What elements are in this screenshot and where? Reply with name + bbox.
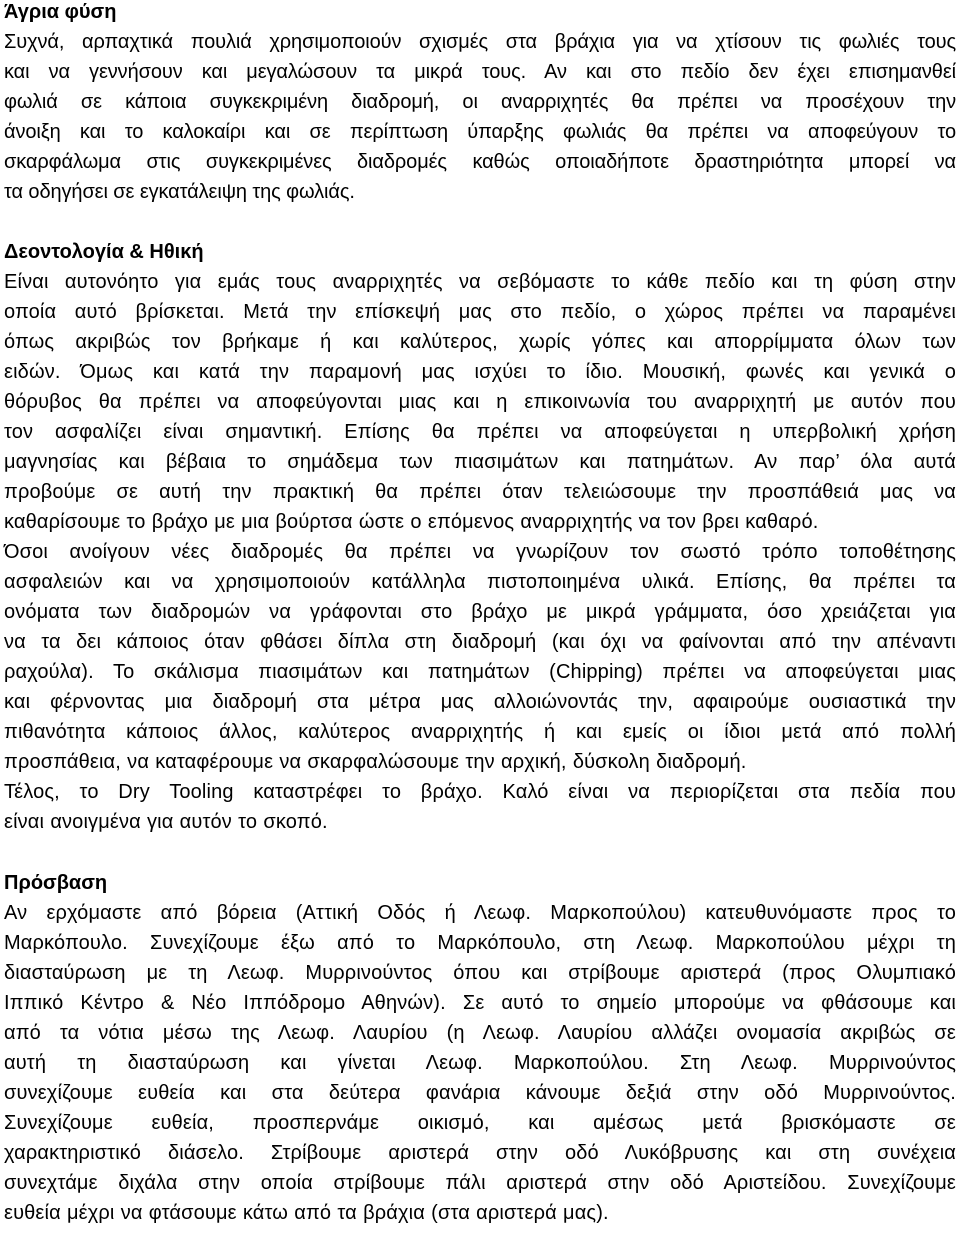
- text-line: άνοιξη και το καλοκαίρι και σε περίπτωση ύπαρξης φωλιάς θα πρέπει να αποφεύγουν το: [4, 121, 956, 143]
- text-line: και φέρνοντας μια διαδρομή στα μέτρα μας αλλοιώνοντάς την, αφαιρούμε ουσιαστικά την: [4, 691, 956, 713]
- text-line: από τα νότια μέσω της Λεωφ. Λαυρίου (η Λεωφ. Λαυρίου αλλάζει ονομασία ακριβώς σε: [4, 1022, 956, 1044]
- text-line: όπως ακριβώς τον βρήκαμε ή και καλύτερος, χωρίς γόπες και απορρίμματα όλων των: [4, 331, 956, 353]
- section-wildlife: [4, 0, 956, 207]
- section-spacer: [4, 207, 956, 237]
- text-line: σκαρφάλωμα στις συγκεκριμένες διαδρομές καθώς οποιαδήποτε δραστηριότητα μπορεί να: [4, 151, 956, 173]
- text-line: Μαρκόπουλο. Συνεχίζουμε έξω από το Μαρκόπουλο, στη Λεωφ. Μαρκοπούλου μέχρι τη: [4, 932, 956, 954]
- text-line: ειδών. Όμως και κατά την παραμονή μας ισχύει το ίδιο. Μουσική, φωνές και γενικά ο: [4, 361, 956, 383]
- text-line: Συχνά, αρπαχτικά πουλιά χρησιμοποιούν σχισμές στα βράχια για να χτίσουν τις φωλιές τους: [4, 31, 956, 53]
- text-line: τον ασφαλίζει είναι σημαντική. Επίσης θα πρέπει να αποφεύγεται η υπερβολική χρήση: [4, 421, 956, 443]
- text-line: καθαρίσουμε το βράχο με μια βούρτσα ώστε ο επόμενος αναρριχητής να τον βρει καθαρό.: [4, 511, 819, 533]
- text-line: προσπάθεια, να καταφέρουμε να σκαρφαλώσουμε την αρχική, δύσκολη διαδρομή.: [4, 751, 747, 773]
- text-line: Όσοι ανοίγουν νέες διαδρομές θα πρέπει να γνωρίζουν τον σωστό τρόπο τοποθέτησης: [4, 541, 956, 563]
- text-line: χαρακτηριστικό διάσελο. Στρίβουμε αριστερά στην οδό Λυκόβρυσης και στη συνέχεια: [4, 1142, 956, 1164]
- text-line: Ιππικό Κέντρο & Νέο Ιππόδρομο Αθηνών). Σε αυτό το σημείο μπορούμε να φθάσουμε και: [4, 992, 956, 1014]
- section-title-wildlife: Άγρια φύση: [4, 1, 117, 23]
- text-line: ευθεία μέχρι να φτάσουμε κάτω από τα βράχια (στα αριστερά μας).: [4, 1202, 609, 1224]
- text-line: Συνεχίζουμε ευθεία, προσπερνάμε οικισμό, και αμέσως μετά βρισκόμαστε σε: [4, 1112, 956, 1134]
- text-line: θόρυβος θα πρέπει να αποφεύγονται μιας και η επικοινωνία του αναρριχητή με αυτόν που: [4, 391, 956, 413]
- text-line: συνεχτάμε διχάλα στην οποία στρίβουμε πάλι αριστερά στην οδό Αριστείδου. Συνεχίζουμε: [4, 1172, 956, 1194]
- section-title-ethics: Δεοντολογία & Ηθική: [4, 241, 204, 263]
- section-body-access: [4, 898, 956, 1228]
- text-line: προβούμε σε αυτή την πρακτική θα πρέπει όταν τελειώσουμε την προσπάθειά μας να: [4, 481, 956, 503]
- text-line: Αν ερχόμαστε από βόρεια (Αττική Οδός ή Λεωφ. Μαρκοπούλου) κατευθυνόμαστε προς το: [4, 902, 956, 924]
- text-line: διασταύρωση με τη Λεωφ. Μυρρινούντος όπου και στρίβουμε αριστερά (προς Ολυμπιακό: [4, 962, 956, 984]
- text-line: τα οδηγήσει σε εγκατάλειψη της φωλιάς.: [4, 181, 355, 203]
- text-line: Είναι αυτονόητο για εμάς τους αναρριχητές να σεβόμαστε το κάθε πεδίο και τη φύση στην: [4, 271, 956, 293]
- text-line: πιθανότητα κάποιος άλλος, καλύτερος αναρριχητής ή και εμείς οι ίδιοι μετά από πολλή: [4, 721, 956, 743]
- section-access: [4, 868, 956, 1228]
- section-ethics: [4, 237, 956, 837]
- text-line: οποία αυτό βρίσκεται. Μετά την επίσκεψή μας στο πεδίο, ο χώρος πρέπει να παραμένει: [4, 301, 956, 323]
- section-body-wildlife: [4, 27, 956, 207]
- text-line: Τέλος, το Dry Tooling καταστρέφει το βράχο. Καλό είναι να περιορίζεται στα πεδία που: [4, 781, 956, 803]
- text-line: και να γεννήσουν και μεγαλώσουν τα μικρά τους. Αν και στο πεδίο δεν έχει επισημανθεί: [4, 61, 956, 83]
- text-line: ονόματα των διαδρομών να γράφονται στο βράχο με μικρά γράμματα, όσο χρειάζεται για: [4, 601, 956, 623]
- text-line: συνεχίζουμε ευθεία και στα δεύτερα φανάρια κάνουμε δεξιά στην οδό Μυρρινούντος.: [4, 1082, 956, 1104]
- text-line: να τα δει κάποιος όταν φθάσει δίπλα στη διαδρομή (και όχι να φαίνονται από την απέναντι: [4, 631, 956, 653]
- text-line: είναι ανοιγμένα για αυτόν το σκοπό.: [4, 811, 328, 833]
- section-body-ethics: [4, 267, 956, 837]
- text-line: αυτή τη διασταύρωση και γίνεται Λεωφ. Μαρκοπούλου. Στη Λεωφ. Μυρρινούντος: [4, 1052, 956, 1074]
- section-title-access: Πρόσβαση: [4, 872, 108, 894]
- text-line: ραχούλα). Το σκάλισμα πιασιμάτων και πατημάτων (Chipping) πρέπει να αποφεύγεται μιας: [4, 661, 956, 683]
- text-line: ασφαλειών και να χρησιμοποιούν κατάλληλα πιστοποιημένα υλικά. Επίσης, θα πρέπει τα: [4, 571, 956, 593]
- text-line: φωλιά σε κάποια συγκεκριμένη διαδρομή, οι αναρριχητές θα πρέπει να προσέχουν την: [4, 91, 956, 113]
- text-line: μαγνησίας και βέβαια το σημάδεμα των πιασιμάτων και πατημάτων. Αν παρ’ όλα αυτά: [4, 451, 956, 473]
- section-spacer: [4, 837, 956, 868]
